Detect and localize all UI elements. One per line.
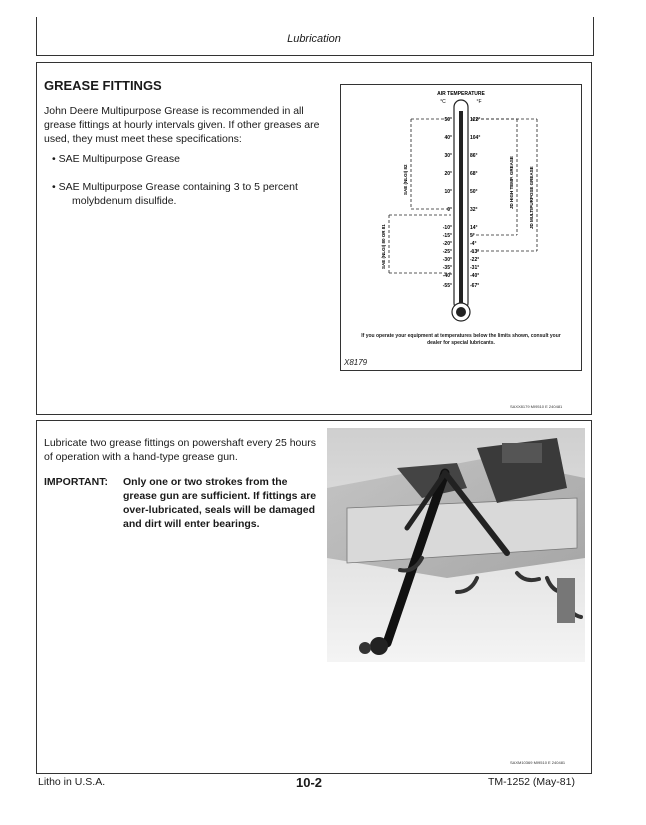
celsius-tick-label: -35° (442, 265, 452, 271)
intro-paragraph: John Deere Multipurpose Grease is recommended in all grease fittings at hourly intervals given. If other greases are used, they must meet these specifications: (44, 105, 320, 145)
bullet-text: • SAE Multipurpose Grease containing 3 to 5 percent (52, 181, 298, 193)
lubrication-instruction: Lubricate two grease fittings on powershaft every 25 hours of operation with a hand-type grease gun. (44, 437, 316, 463)
important-text: Only one or two strokes from the grease gun are sufficient. If fittings are over-lubricated, seals will be damaged and dirt will enter bearings. (123, 476, 317, 530)
thermometer-bulb-fill (456, 307, 466, 317)
reference-code: SAXX8179 MI9510 E 240481 (510, 404, 563, 409)
temperature-chart-figure (340, 84, 582, 371)
footer-printer: Litho in U.S.A. (38, 776, 106, 788)
bullet-text-continued: molybdenum disulfide. (72, 195, 177, 207)
celsius-tick-label: 10° (444, 189, 452, 195)
bracket-sae-80 (389, 215, 451, 273)
fahrenheit-tick-label: 50° (470, 189, 478, 195)
fahrenheit-tick-label: -31° (470, 265, 480, 271)
manual-number: TM-1252 (May-81) (488, 776, 575, 788)
figure-note: If you operate your equipment at temperatures below the limits shown, consult your dealer for special lubricants. (361, 333, 561, 346)
celsius-tick-label: 50° (444, 117, 452, 123)
fahrenheit-tick-label: 86° (470, 153, 478, 159)
powershaft-photo (327, 428, 585, 662)
celsius-tick-label: -40° (442, 273, 452, 279)
celsius-tick-label: -15° (442, 233, 452, 239)
celsius-tick-label: 40° (444, 135, 452, 141)
label-jd-high: JD HIGH TEMP. GREASE (509, 156, 514, 209)
fahrenheit-tick-label: 68° (470, 171, 478, 177)
reference-code: SAXM10369 MI9510 E 240481 (510, 760, 566, 765)
celsius-tick-label: 30° (444, 153, 452, 159)
celsius-tick-label: -30° (442, 257, 452, 263)
fahrenheit-tick-label: 32° (470, 207, 478, 213)
important-label: IMPORTANT: (44, 476, 108, 488)
fahrenheit-tick-label: -22° (470, 257, 480, 263)
fahrenheit-tick-label: -40° (470, 273, 480, 279)
section-title: GREASE FITTINGS (44, 78, 162, 93)
figure-caption: X8179 (344, 358, 368, 367)
celsius-tick-label: -20° (442, 241, 452, 247)
page-number: 10-2 (296, 775, 323, 790)
fahrenheit-tick-label: 122° (470, 117, 481, 123)
page-header-title: Lubrication (287, 33, 341, 45)
celsius-tick-label: 0° (447, 207, 452, 213)
fahrenheit-tick-label: -13° (470, 249, 480, 255)
unit-fahrenheit: °F (476, 99, 482, 105)
bullet-text: • SAE Multipurpose Grease (52, 153, 180, 165)
fahrenheit-tick-label: 5° (470, 233, 475, 239)
figure-title: AIR TEMPERATURE (437, 91, 485, 97)
label-jd-multi: JD MULTIPURPOSE GREASE (529, 166, 534, 229)
label-sae-82: SAE (NLGI) 82 (403, 164, 408, 195)
fahrenheit-tick-label: -4° (470, 241, 477, 247)
bullet-item (52, 180, 322, 208)
bracket-jd-multi (471, 119, 537, 251)
fahrenheit-tick-label: 14° (470, 225, 478, 231)
celsius-tick-label: -55° (442, 283, 452, 289)
celsius-tick-label: -25° (442, 249, 452, 255)
celsius-tick-label: 20° (444, 171, 452, 177)
bullet-item (52, 152, 322, 166)
powershaft-illustration (327, 428, 585, 662)
celsius-tick-label: -10° (442, 225, 452, 231)
unit-celsius: °C (440, 99, 446, 105)
thermometer-diagram (341, 85, 581, 370)
thermometer-column (459, 111, 463, 306)
bracket-sae-82 (411, 119, 451, 209)
fahrenheit-tick-label: -67° (470, 283, 480, 289)
label-sae-80: SAE (NLGI) 80 OR 81 (381, 224, 386, 269)
fahrenheit-tick-label: 104° (470, 135, 481, 141)
